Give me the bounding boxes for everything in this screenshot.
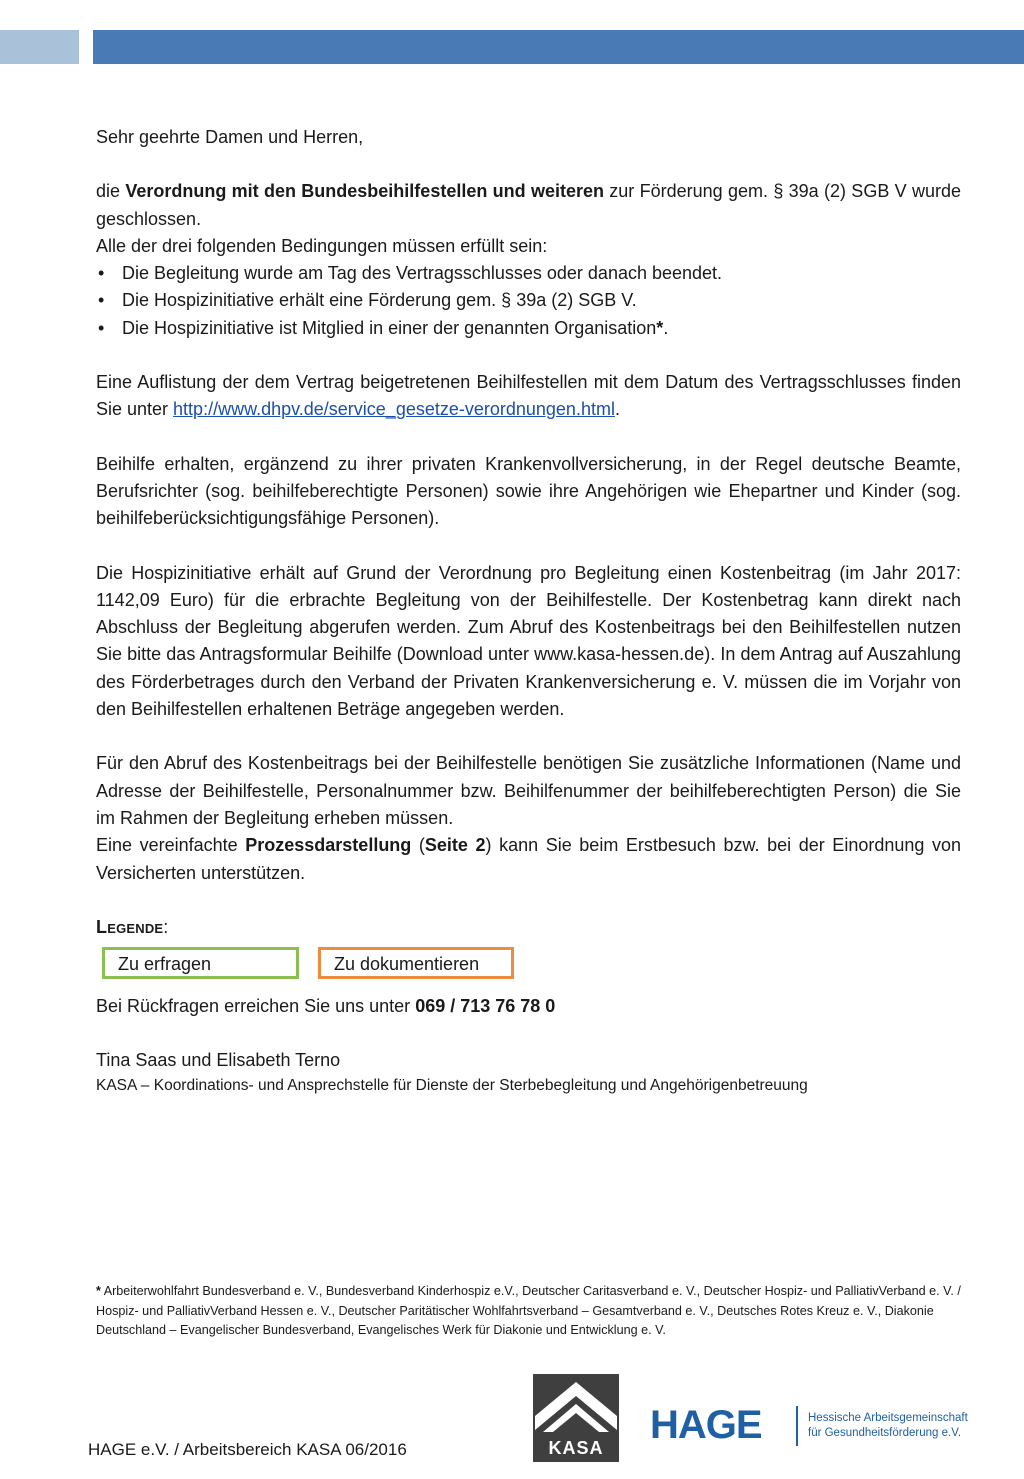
phone-number: 069 / 713 76 78 0 xyxy=(415,996,556,1017)
conditions-intro: Alle der drei folgenden Bedingungen müssen erfüllt sein: xyxy=(96,235,548,256)
abruf-paragraph: Für den Abruf des Kostenbeitrags bei der Beihilfestelle benötigen Sie zusätzliche Informationen (Name und Adresse der Beihilfestelle, Personalnummer bzw. Beihilfenummer der beihilfeberechtigten Person) die Sie im Rahmen der Begleitung erheben müssen. xyxy=(96,753,961,828)
footnote: * Arbeiterwohlfahrt Bundesverband e. V., Bundesverband Kinderhospiz e.V., Deutscher Caritasverband e. V., Deutscher Hospiz- und PalliativVerband e. V. / Hospiz- und PalliativVerband Hessen e. V., Deutscher Paritätischer Wohlfahrtsverband – Gesamtverband e. V., Deutsches Rotes Kreuz e. V., Diakonie Deutschland – Evangelischer Bundesverband, Evangelisches Werk für Diakonie und Entwicklung e. V. xyxy=(96,1284,961,1337)
condition-item: • Die Hospizinitiative ist Mitglied in einer der genannten Organisation*. xyxy=(96,315,961,342)
contact-line: Bei Rückfragen erreichen Sie uns unter 069 / 713 76 78 0 xyxy=(96,996,556,1017)
legend-item-dokumentieren: Zu dokumentieren xyxy=(318,947,514,979)
intro-paragraph: die Verordnung mit den Bundesbeihilfestellen und weiteren zur Förderung gem. § 39a (2) SGB V wurde geschlossen. xyxy=(96,181,961,229)
dhpv-link[interactable]: http://www.dhpv.de/service_gesetze-verordnungen.html xyxy=(173,399,615,420)
intro-bold: Verordnung mit den Bundesbeihilfestellen und weiteren xyxy=(125,181,604,202)
kostenbeitrag-paragraph: Die Hospizinitiative erhält auf Grund der Verordnung pro Begleitung einen Kostenbeitrag (im Jahr 2017: 1142,09 Euro) für die erbrachte Begleitung von der Beihilfestelle. Der Kostenbetrag kann direkt nach Abschluss der Begleitung abgerufen werden. Zum Abruf des Kostenbeitrags bei den Beihilfestellen nutzen Sie bitte das Antragsformular Beihilfe (Download unter www.kasa-hessen.de). In dem Antrag auf Auszahlung des Förderbetrages durch den Verband der Privaten Krankenversicherung e. V. müssen die im Vorjahr von den Beihilfestellen erhaltenen Beträge angegeben werden. xyxy=(96,562,961,720)
hage-logo-divider xyxy=(796,1406,798,1446)
header-bar-light xyxy=(0,30,79,64)
kasa-logo xyxy=(533,1374,619,1462)
condition-item: • Die Hospizinitiative erhält eine Förderung gem. § 39a (2) SGB V. xyxy=(96,287,961,314)
footnote-marker: * xyxy=(96,1284,101,1298)
footnote-mark: * xyxy=(656,317,664,338)
condition-item: • Die Begleitung wurde am Tag des Vertragsschlusses oder danach beendet. xyxy=(96,260,961,287)
hage-logo-subtitle: Hessische Arbeitsgemeinschaft für Gesundheitsförderung e.V. xyxy=(808,1412,968,1439)
signature-names: Tina Saas und Elisabeth Terno xyxy=(96,1050,341,1071)
page-footer: HAGE e.V. / Arbeitsbereich KASA 06/2016 xyxy=(88,1440,407,1459)
header-bar-dark xyxy=(93,30,1024,64)
letter-body xyxy=(96,124,961,1097)
prozess-paragraph: Eine vereinfachte Prozessdarstellung (Seite 2) kann Sie beim Erstbesuch bzw. bei der Einordnung von Versicherten unterstützen. xyxy=(96,835,961,883)
signature-org: KASA – Koordinations- und Ansprechstelle für Dienste der Sterbebegleitung und Angehörigenbetreuung xyxy=(96,1076,808,1094)
hage-logo-word: HAGE xyxy=(650,1403,762,1447)
beihilfe-paragraph: Beihilfe erhalten, ergänzend zu ihrer privaten Krankenvollversicherung, in der Regel deutsche Beamte, Berufsrichter (sog. beihilfeberechtigte Personen) sowie ihre Angehörigen wie Ehepartner und Kinder (sog. beihilfeberücksichtigungsfähige Personen). xyxy=(96,453,961,529)
legend-heading: Legende: xyxy=(96,916,169,937)
kasa-logo-text: KASA xyxy=(548,1438,604,1458)
hage-logo xyxy=(650,1402,980,1452)
listing-paragraph: Eine Auflistung der dem Vertrag beigetretenen Beihilfestellen mit dem Datum des Vertragsschlusses finden Sie unter http://www.dhpv.de/service_gesetze-verordnungen.html. xyxy=(96,372,961,420)
salutation: Sehr geehrte Damen und Herren, xyxy=(96,127,364,147)
legend xyxy=(96,945,961,993)
legend-item-erfragen: Zu erfragen xyxy=(102,947,299,979)
